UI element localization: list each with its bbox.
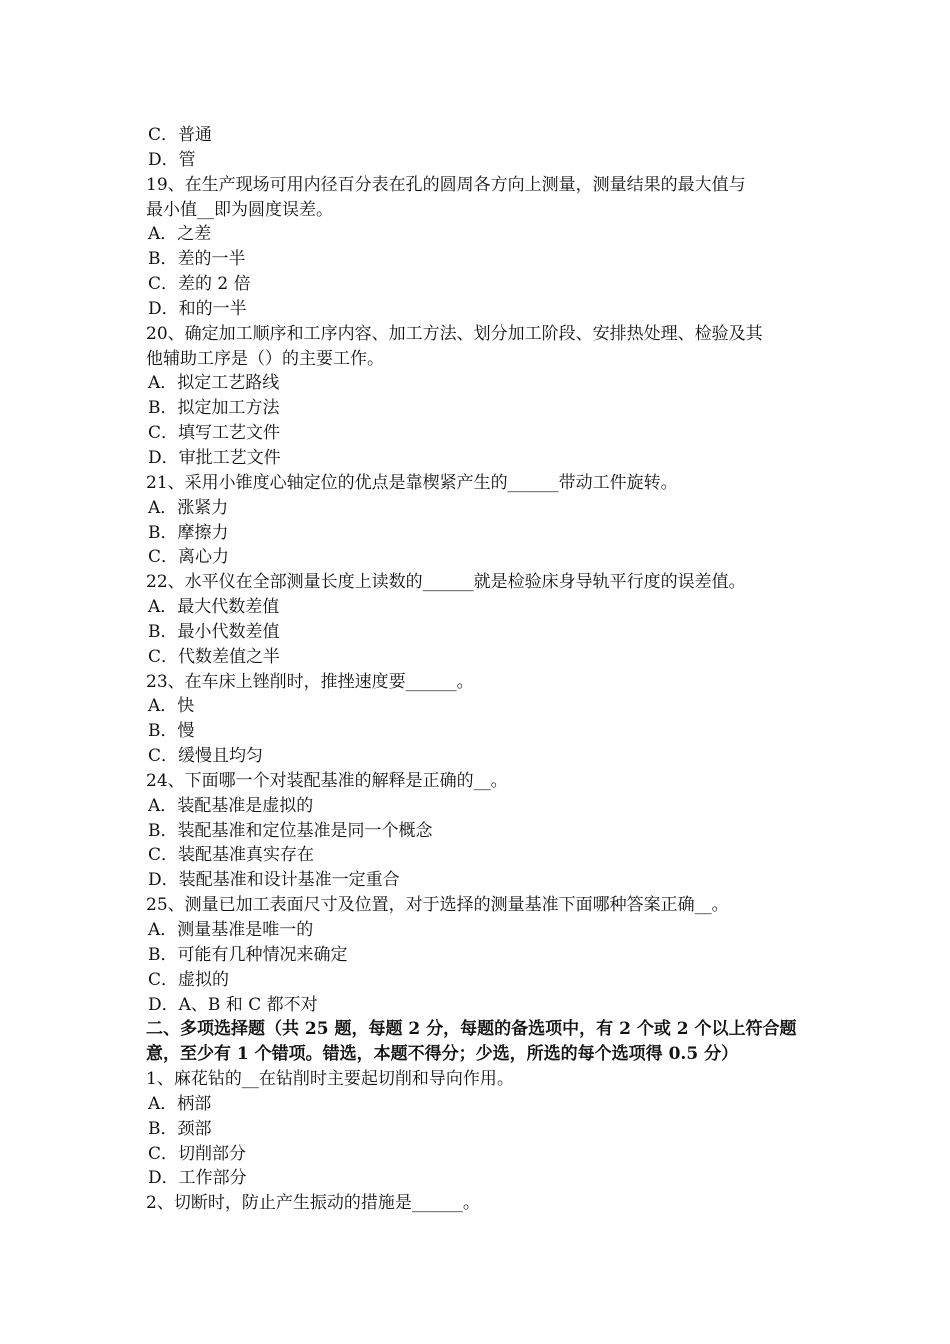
option-line: C．差的 2 倍 [148, 274, 251, 295]
option-line: C．代数差值之半 [148, 646, 281, 667]
option-line: C．填写工艺文件 [148, 423, 281, 444]
option-line: A．涨紧力 [148, 497, 229, 518]
option-line: C．切削部分 [148, 1143, 247, 1164]
option-line: D．和的一半 [148, 298, 247, 319]
question-line: 1、麻花钻的__在钻削时主要起切削和导向作用。 [146, 1069, 514, 1090]
option-line: A．快 [148, 696, 195, 717]
option-line: B．摩擦力 [148, 522, 229, 543]
option-line: B．可能有几种情况来确定 [148, 944, 348, 965]
option-line: A．拟定工艺路线 [148, 373, 280, 394]
question-line: 21、采用小锥度心轴定位的优点是靠楔紧产生的______带动工件旋转。 [146, 472, 678, 493]
option-line: C．离心力 [148, 547, 230, 568]
option-line: D．管 [148, 149, 196, 170]
option-line: C．装配基准真实存在 [148, 845, 315, 866]
section-heading: 二、多项选择题（共 25 题，每题 2 分，每题的备选项中，有 2 个或 2 个以上符合题 [146, 1019, 797, 1040]
question-line: 23、在车床上锉削时，推挫速度要______。 [146, 671, 474, 692]
question-line: 19、在生产现场可用内径百分表在孔的圆周各方向上测量，测量结果的最大值与 [146, 174, 746, 195]
section-heading: 意，至少有 1 个错项。错选，本题不得分；少选，所选的每个选项得 0.5 分） [146, 1044, 739, 1065]
question-line: 他辅助工序是（）的主要工作。 [146, 348, 384, 369]
option-line: D．审批工艺文件 [148, 447, 281, 468]
question-line: 22、水平仪在全部测量长度上读数的______就是检验床身导轨平行度的误差值。 [146, 572, 746, 593]
question-line: 25、测量已加工表面尺寸及位置，对于选择的测量基准下面哪种答案正确__。 [146, 895, 729, 916]
question-line: 24、下面哪一个对装配基准的解释是正确的__。 [146, 770, 508, 791]
option-line: D．装配基准和设计基准一定重合 [148, 870, 400, 891]
option-line: A．之差 [148, 224, 212, 245]
option-line: A．最大代数差值 [148, 597, 280, 618]
option-line: B．最小代数差值 [148, 621, 280, 642]
option-line: D．A、B 和 C 都不对 [148, 994, 318, 1015]
option-line: A．装配基准是虚拟的 [148, 795, 314, 816]
question-line: 20、确定加工顺序和工序内容、加工方法、划分加工阶段、安排热处理、检验及其 [146, 323, 763, 344]
option-line: B．颈部 [148, 1118, 212, 1139]
option-line: A．柄部 [148, 1093, 212, 1114]
option-line: D．工作部分 [148, 1168, 247, 1189]
option-line: B．慢 [148, 721, 195, 742]
option-line: C．虚拟的 [148, 969, 230, 990]
option-line: B．拟定加工方法 [148, 398, 280, 419]
option-line: C．缓慢且均匀 [148, 746, 264, 767]
option-line: A．测量基准是唯一的 [148, 920, 314, 940]
option-line: B．差的一半 [148, 249, 246, 270]
question-line: 最小值__即为圆度误差。 [146, 199, 333, 220]
option-line: B．装配基准和定位基准是同一个概念 [148, 820, 433, 841]
document-body [146, 123, 812, 1216]
option-line: C．普通 [148, 125, 213, 145]
question-line: 2、切断时，防止产生振动的措施是______。 [146, 1193, 480, 1214]
